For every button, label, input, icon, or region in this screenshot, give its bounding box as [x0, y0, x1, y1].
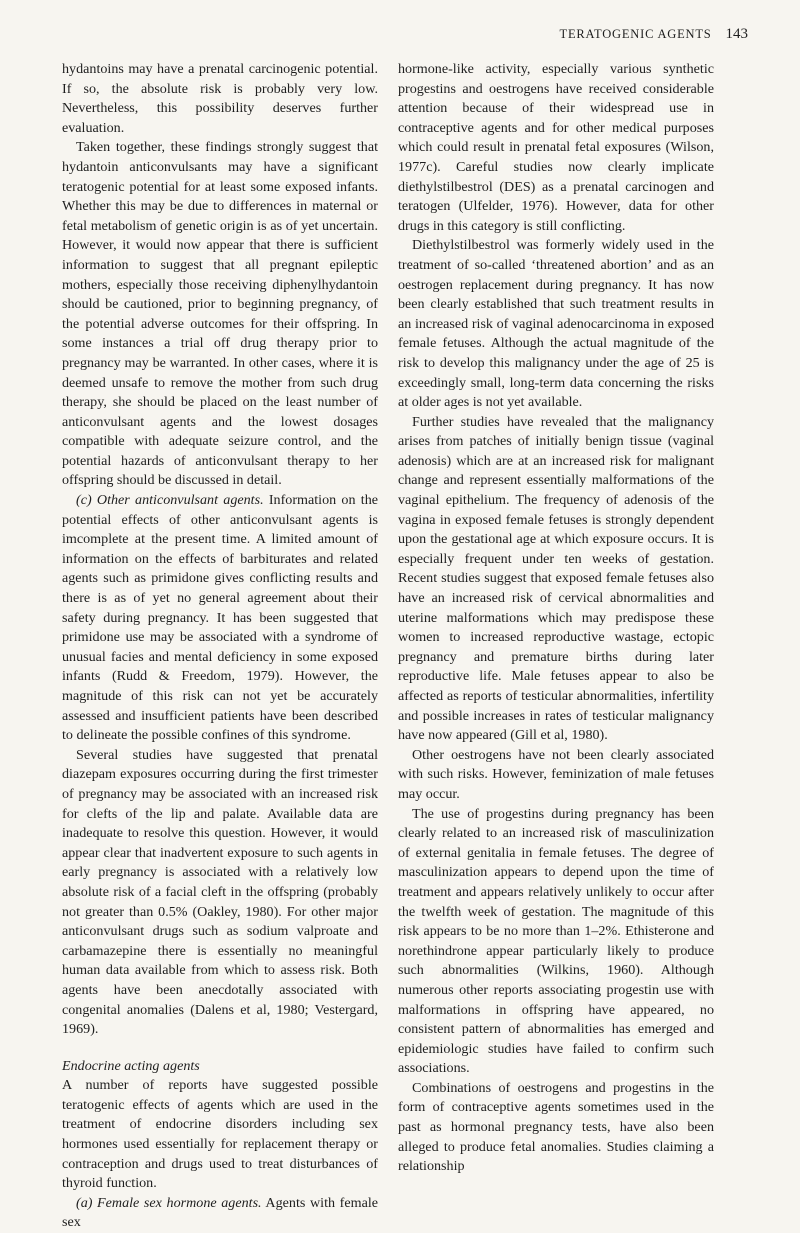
- paragraph: [62, 1194, 378, 1233]
- paragraph-text: Agents with female sex: [62, 1194, 378, 1231]
- running-title: TERATOGENIC AGENTS: [559, 27, 712, 41]
- paragraph: Taken together, these findings strongly suggest that hydantoin anticonvulsants may have a significant teratogenic potential for at least some exposed infants. Whether this may be due to differences in maternal or fetal metabolism of genetic origin is as of yet uncertain. However, it would now appear that there is sufficient information to suggest that all pregnant epileptic mothers, especially those receiving diphenylhydantoin should be cautioned, prior to beginning pregnancy, of the potential adverse outcomes for their offspring. In some instances a trial off drug therapy prior to pregnancy may be warranted. In other cases, where it is deemed unsafe to remove the mother from such drug therapy, she should be placed on the least number of anticonvulsant agents and the lowest dosages compatible with adequate seizure control, and the potential hazards of anticonvulsant therapy to her offspring should be discussed in detail.: [62, 139, 378, 489]
- paragraph: [62, 491, 378, 746]
- subsection-label: (a) Female sex hormone agents.: [76, 1194, 262, 1211]
- section-heading: Endocrine acting agents: [62, 1057, 200, 1074]
- paragraph: hydantoins may have a prenatal carcinogenic potential. If so, the absolute risk is probably very low. Nevertheless, this possibility deserves further evaluation.: [62, 61, 378, 136]
- paragraph: Other oestrogens have not been clearly associated with such risks. However, feminization of male fetuses may occur.: [398, 746, 714, 802]
- paragraph: Several studies have suggested that prenatal diazepam exposures occurring during the first trimester of pregnancy may be associated with an increased risk for clefts of the lip and palate. Available data are inadequate to resolve this question. However, it would appear clear that inadvertent exposure to such agents in early pregnancy is associated with a relatively low absolute risk of a facial cleft in the offspring (probably not greater than 0.5% (Oakley, 1980). For other major anticonvulsant drugs such as sodium valproate and carbamazepine there is essentially no meaningful human data available from which to assess risk. Both agents have been anecdotally associated with congenital anomalies (Dalens et al, 1980; Vestergard, 1969).: [62, 746, 378, 1038]
- paragraph: A number of reports have suggested possible teratogenic effects of agents which are used in the treatment of endocrine disorders including sex hormones used essentially for replacement therapy or contraception and drugs used to treat disturbances of thyroid function.: [62, 1077, 378, 1192]
- paragraph: Combinations of oestrogens and progestins in the form of contraceptive agents sometimes used in the past as hormonal pregnancy tests, have also been alleged to produce fetal anomalies. Studies claiming a relationship: [398, 1079, 714, 1175]
- running-header: [560, 26, 748, 43]
- right-column: [398, 60, 714, 1177]
- paragraph: The use of progestins during pregnancy has been clearly related to an increased risk of masculinization of external genitalia in female fetuses. The degree of masculinization appears to depend upon the time of treatment and appears relatively unlikely to occur after the twelfth week of gestation. The magnitude of this risk appears to be no more than 1–2%. Ethisterone and norethindrone appear particularly likely to produce such abnormalities (Wilkins, 1960). Although numerous other reports associating progestin use with malformations in offspring have appeared, no consistent pattern of abnormalities has emerged and epidemiologic studies have failed to confirm such associations.: [398, 805, 714, 1077]
- paragraph-text: Information on the potential effects of other anticonvulsant agents is imcomplete at the present time. A limited amount of information on the effects of barbiturates and related agents such as primidone gives conflicting results and there is as of yet no general agreement about their safety during pregnancy. It has been suggested that primidone use may be associated with a syndrome of unusual facies and mental deficiency in some exposed infants (Rudd & Freedom, 1979). However, the magnitude of this risk can not yet be accurately assessed and insufficient patients have been described to delineate the possible confines of this syndrome.: [62, 492, 379, 744]
- paragraph: Further studies have revealed that the malignancy arises from patches of initially benign tissue (vaginal adenosis) which are at an increased risk for malignant change and represent essentially malformations of the vaginal epithelium. The frequency of adenosis of the vagina in exposed female fetuses is strongly dependent upon the gestational age at which exposure occurs. It is especially frequent under ten weeks of gestation. Recent studies suggest that exposed female fetuses also have an increased risk of cervical abnormalities and uterine malformations which may predispose these women to increased reproductive wastage, ectopic pregnancy and premature births during later reproductive life. Male fetuses appear to also be affected as reports of testicular abnormalities, infertility and possible increases in rates of testicular malignancy have now appeared (Gill et al, 1980).: [398, 413, 714, 744]
- page-number: 143: [725, 26, 748, 42]
- left-column: [62, 60, 378, 1233]
- paragraph: Diethylstilbestrol was formerly widely used in the treatment of so-called ‘threatened abortion’ and as an oestrogen replacement during pregnancy. It has now been clearly established that such treatment results in an increased risk of vaginal adenocarcinoma in exposed female fetuses. Although the actual magnitude of the risk to develop this malignancy under the age of 25 is exceedingly small, long-term data concerning the risks at older ages is not yet available.: [398, 237, 714, 411]
- paragraph: hormone-like activity, especially various synthetic progestins and oestrogens have received considerable attention because of their widespread use in contraceptive agents and for other medical purposes which could result in prenatal fetal exposures (Wilson, 1977c). Careful studies now clearly implicate diethylstilbestrol (DES) as a prenatal carcinogen and teratogen (Ulfelder, 1976). However, data for other drugs in this category is still conflicting.: [398, 61, 714, 234]
- subsection-label: (c) Other anticonvulsant agents.: [76, 492, 264, 509]
